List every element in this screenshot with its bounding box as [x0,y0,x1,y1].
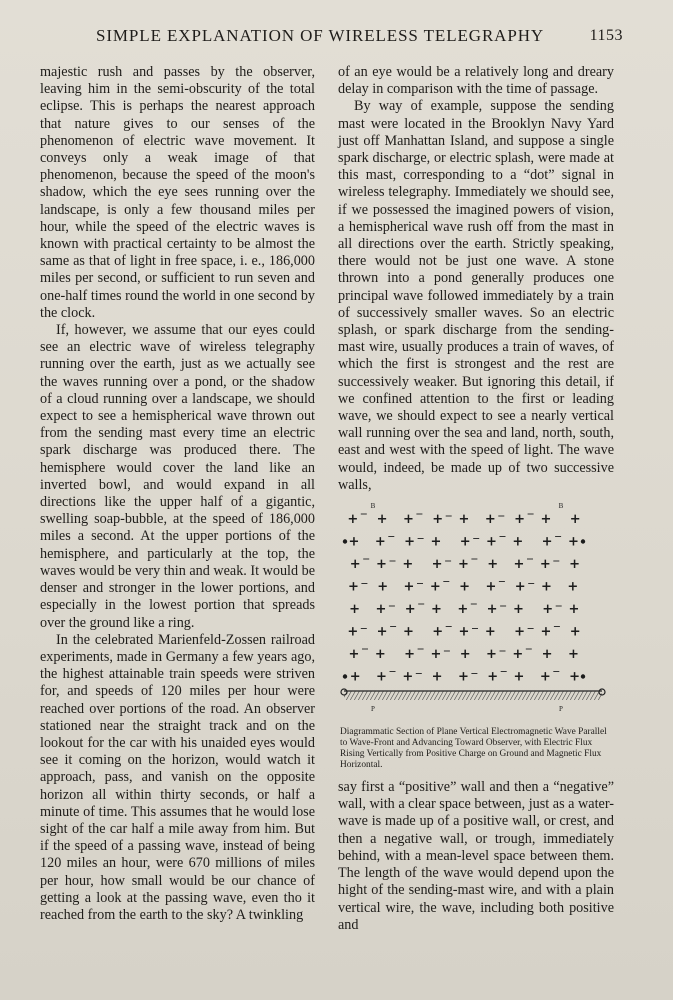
flux-marker: + [514,624,526,640]
flux-marker: + [348,647,360,663]
flux-marker: + [402,557,414,573]
flux-marker: + [513,669,525,685]
flux-marker: + [486,647,497,663]
flux-marker: + [541,647,553,663]
flux-marker: + [567,534,579,550]
paragraph: say first a “positive” wall and then a “negative” wall, with a clear space between, just as a water-wave is made up of a positive wall, or crest, and then a negative wall, or trough, immediately behind, with a mean-level space between them. The length of the wave would depend upon the hight of the sending-mast wire, and with a plain vertical wire, the wave, including both positive and [338,779,614,933]
flux-label-bottom-right: P [559,705,563,714]
flux-marker: + [539,669,551,685]
paragraph: of an eye would be a relatively long and dreary delay in comparison with the time of passage. [338,64,614,98]
paragraph: If, however, we assume that our eyes could see an electric wave of wireless telegraphy running over the earth, just as we actually see the waves running over a pond, or the shadow of a cloud running over a landscape, we should expect to see a hemispherical wave thrown out from the sending mast every time an electric spark discharge was produced there. The hemisphere would cover the land like an inverted bowl, and would expand in all directions like the upper half of a gigantic, swelling soap-bubble, at the speed of 186,000 miles a second. At the upper portions of the hemisphere, and particularly at the top, the waves would be very thin and weak. It would be denser and stronger in the lower portions, and especially in the lowest portion that spreads over the ground like a ring. [40,322,316,631]
wave-diagram-drawing [338,499,608,723]
flux-marker: + [430,534,442,550]
running-title: SIMPLE EXPLANATION OF WIRELESS TELEGRAPHY [96,26,545,45]
charge-dot [581,674,585,678]
flux-marker: + [569,512,581,528]
flux-label-bottom-left: P [371,705,375,714]
right-column [338,64,614,934]
flux-marker: + [402,624,414,640]
flux-marker: + [376,512,388,528]
flux-marker: + [403,579,415,595]
flux-marker: + [349,557,361,573]
flux-marker: + [377,579,389,595]
flux-marker: + [542,602,554,618]
flux-marker: + [512,647,524,663]
flux-marker: + [376,557,387,573]
flux-marker: + [432,512,444,528]
flux-marker: + [540,624,552,640]
flux-marker: + [457,602,469,618]
charge-dot [581,539,585,543]
page-header [0,26,673,50]
flux-marker: + [404,534,416,550]
paragraph: By way of example, suppose the sending mast were located in the Brooklyn Navy Yard just off Manhattan Island, and suppose a single spark discharge, or electric splash, were made at this mast, corresponding to a “dot” signal in wireless telegraphy. Immediately we should see, if we possessed the imagined powers of vision, a hemispherical wave rush off from the mast in all directions over the earth. Strictly speaking, there would not be just one wave. A stone thrown into a pond generally produces one principal wave followed immediately by a train of successively smaller waves. So an electric splash, or spark discharge from the sending-mast wire, usually produces a train of waves, of which the first is strongest and the rest are successively weaker. But ignoring this detail, if we confined attention to the first or leading wave, we should expect to see a nearly vertical wall running over the sea and land, north, south, east and west with the speed of light. The wave would, indeed, be made up of two successive walls, [338,98,614,493]
paragraph: majestic rush and passes by the observer, leaving him in the semi-obscurity of the total eclipse. This is perhaps the nearest approach that nature gives to our senses of the phenomenon of electric wave movement. It conveys only a weak image of that phenomenon, because the speed of the moon's shadow, which the eye sees running over the landscape, is only a few thousand miles per hour, while the speed of the electric waves is known with practical certainty to be almost the same as that of light in free space, i. e., 186,000 miles per second, or sufficient to run seven and one-half times round the world in one second by the clock. [40,64,316,321]
page-number: 1153 [589,27,623,44]
flux-marker: + [541,579,552,595]
flux-marker: + [486,602,498,618]
flux-marker: + [347,624,359,640]
flux-marker: + [487,557,499,573]
flux-marker: + [404,647,416,663]
flux-label-top-left: B [370,502,376,511]
flux-marker: + [458,624,470,640]
flux-marker: + [514,579,526,595]
flux-marker: + [347,579,359,595]
flux-marker: + [568,602,580,618]
left-column [40,64,315,924]
flux-marker: + [569,624,581,640]
ground-line [341,689,605,700]
wave-diagram [338,499,614,723]
flux-marker: + [459,647,471,663]
flux-marker: + [567,579,579,595]
flux-label-top-right: B [558,502,564,511]
flux-marker: + [487,669,499,685]
flux-marker: + [514,512,526,528]
flux-marker: + [567,647,579,663]
flux-marker: + [349,602,361,618]
flux-marker: + [459,579,471,595]
flux-marker: + [402,512,414,528]
flux-marker: + [513,557,525,573]
flux-marker: + [431,669,443,685]
flux-marker: + [429,579,441,595]
flux-marker: + [375,602,387,618]
flux-marker: + [541,534,553,550]
flux-marker: + [431,557,443,573]
charge-dot [343,674,347,678]
field-grid [343,512,585,685]
flux-marker: + [484,512,496,528]
flux-marker: + [404,602,416,618]
flux-marker: + [512,602,524,618]
flux-marker: + [457,669,469,685]
flux-marker: + [374,534,386,550]
flux-marker: + [349,669,361,685]
flux-marker: + [432,624,444,640]
flux-marker: + [459,534,471,550]
flux-marker: + [569,669,581,685]
flux-marker: + [376,669,387,685]
flux-marker: + [402,669,414,685]
flux-marker: + [430,647,442,663]
flux-marker: + [431,602,442,618]
charge-dot [343,539,347,543]
flux-marker: + [485,579,497,595]
flux-marker: + [512,534,524,550]
flux-marker: + [484,624,496,640]
flux-marker: + [374,647,386,663]
flux-marker: + [457,557,469,573]
flux-marker: + [569,557,581,573]
flux-marker: + [486,534,497,550]
flux-marker: + [376,624,388,640]
flux-marker: + [347,512,359,528]
paragraph: In the celebrated Marienfeld-Zossen railroad experiments, made in Germany a few years ago, the highest attainable train speeds were striven for, and speeds of 120 miles per hour were reached over portions of the road. An observer stationed near the straight track and on the lookout for the car with his unaided eyes would see it coming on the horizon, would watch it approach, pass, and vanish on the opposite horizon all within thirty seconds, or half a minute of time. This assumes that he would lose sight of the car half a mile away from him. But if the speed of a passing wave, instead of being 120 miles an hour, were 670 millions of miles per hour, how small would be our chance of getting a look at the passing wave, even tho it reached from the earth to the sky? A twinkling [40,631,315,923]
flux-marker: + [458,512,470,528]
flux-marker: + [348,534,360,550]
flux-marker: + [540,512,552,528]
figure-caption: Diagrammatic Section of Plane Vertical Electromagnetic Wave Parallel to Wave-Front and Advancing Toward Observer, with Electric Flux Rising Vertically from Positive Charge on Ground and Magnetic Flux Horizontal. [340,727,607,771]
flux-marker: + [539,557,551,573]
